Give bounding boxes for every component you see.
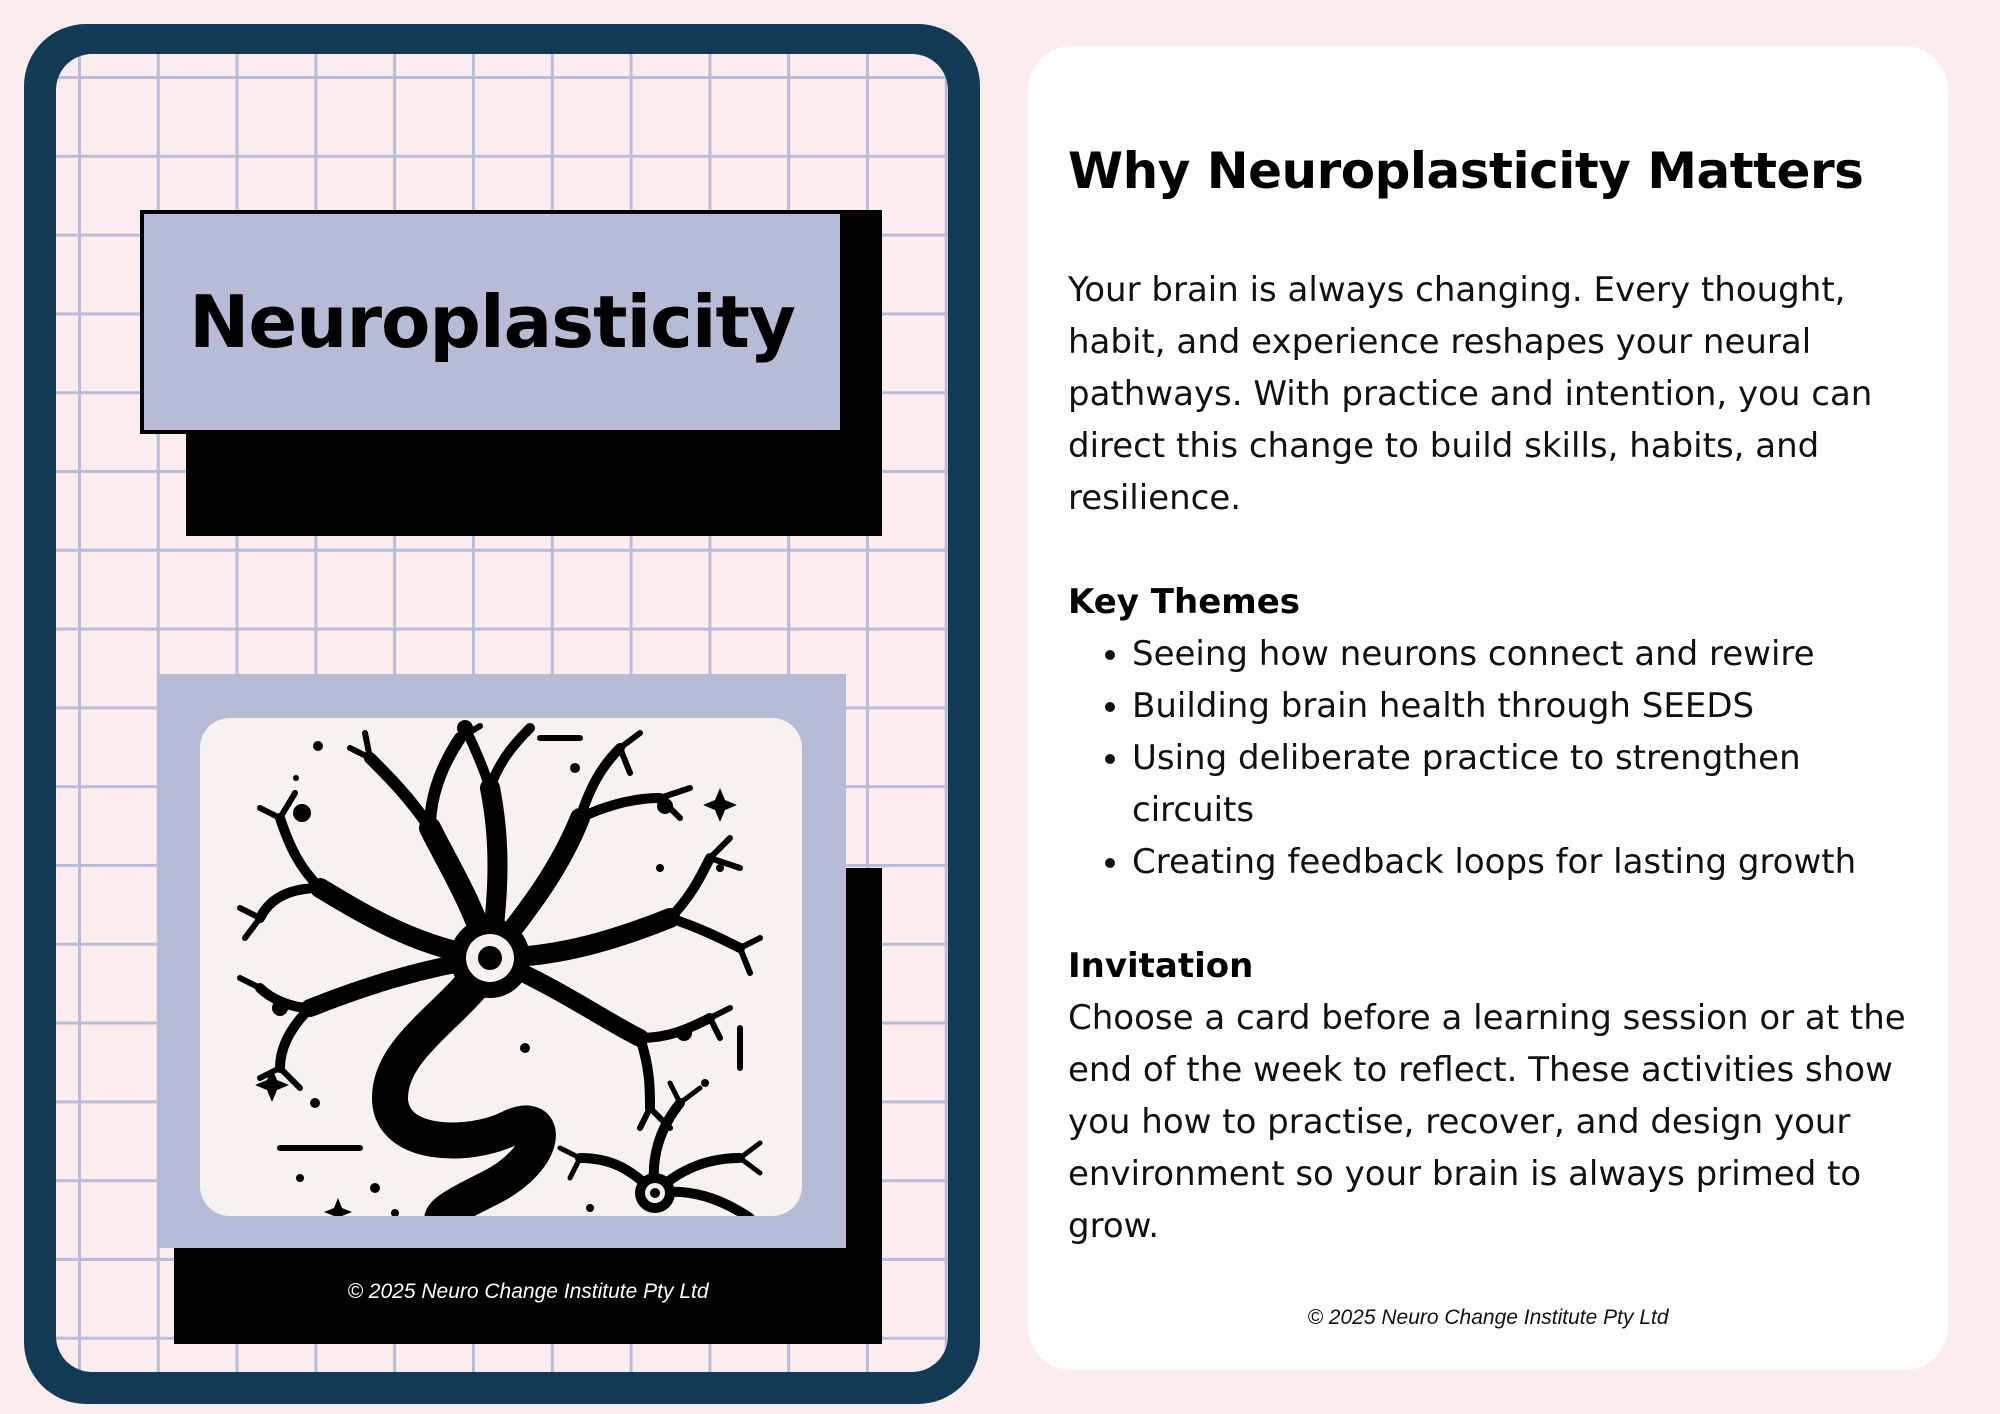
theme-item: • Using deliberate practice to strengthen circuits: [1132, 732, 1918, 836]
back-heading: Why Neuroplasticity Matters: [1068, 142, 1864, 200]
theme-item: • Building brain health through SEEDS: [1132, 680, 1918, 732]
back-body: [1068, 264, 1918, 1252]
grid-background: [56, 54, 948, 1372]
title-box: [140, 210, 844, 434]
image-frame: [158, 674, 846, 1248]
neuron-illustration-icon: [200, 718, 802, 1216]
theme-item: • Creating feedback loops for lasting growth: [1132, 836, 1918, 888]
intro-paragraph: Your brain is always changing. Every thought, habit, and experience reshapes your neural pathways. With practice and intention, you can direct this change to build skills, habits, and resilience.: [1068, 270, 1873, 518]
theme-item: • Seeing how neurons connect and rewire: [1132, 628, 1918, 680]
back-copyright: © 2025 Neuro Change Institute Pty Ltd: [1307, 1306, 1669, 1329]
card-title: Neuroplasticity: [189, 280, 795, 364]
front-card: [24, 24, 980, 1404]
invitation-heading: Invitation: [1068, 946, 1254, 986]
front-copyright: © 2025 Neuro Change Institute Pty Ltd: [347, 1280, 709, 1303]
themes-list: [1068, 628, 1918, 888]
back-card: [1028, 46, 1948, 1370]
themes-heading: Key Themes: [1068, 582, 1300, 622]
invitation-paragraph: Choose a card before a learning session or at the end of the week to reflect. These activities show you how to practise, recover, and design your environment so your brain is always primed to grow.: [1068, 998, 1906, 1246]
